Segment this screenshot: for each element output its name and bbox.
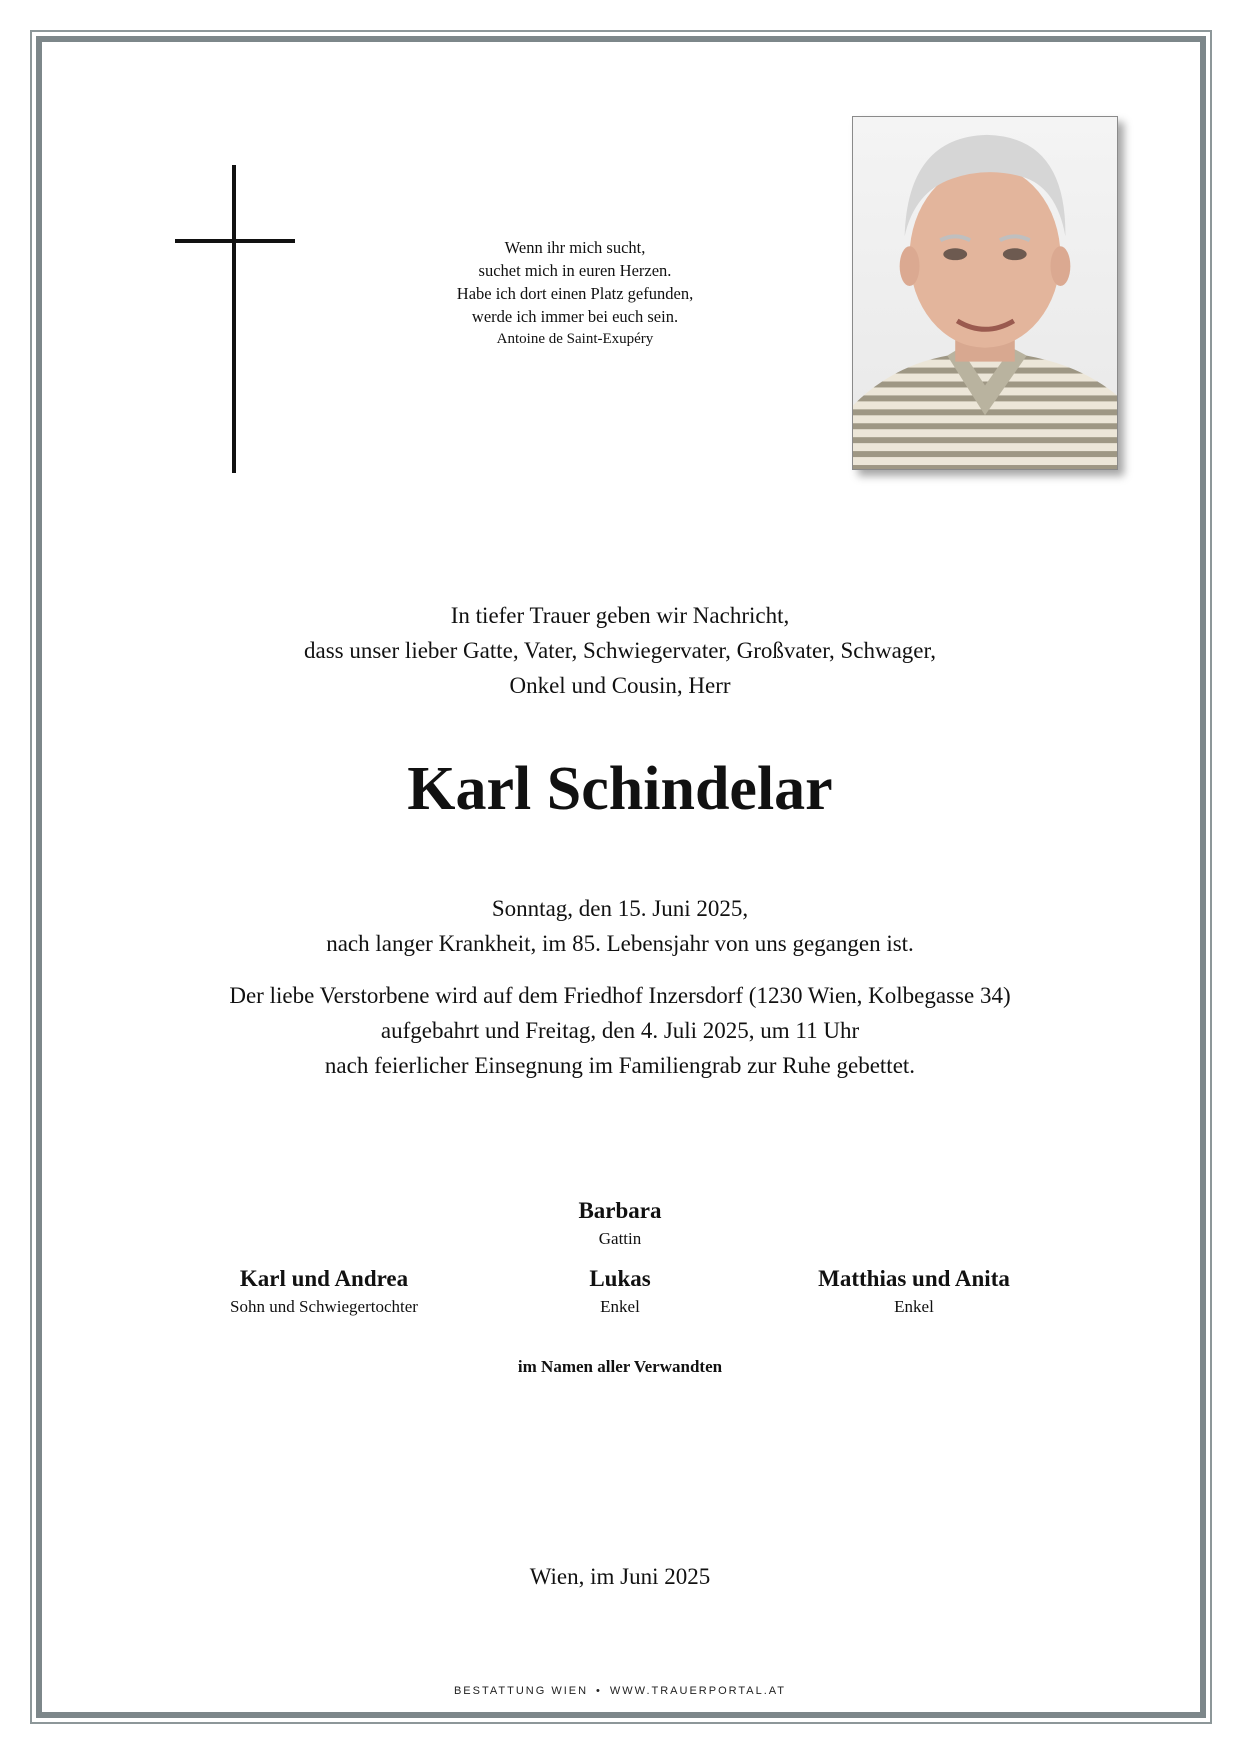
footer-separator: • xyxy=(596,1685,602,1697)
on-behalf-line: im Namen aller Verwandten xyxy=(517,1357,723,1376)
portrait-photo xyxy=(852,116,1118,470)
quote-author: Antoine de Saint-Exupéry xyxy=(496,331,654,347)
death-line: Sonntag, den 15. Juni 2025, xyxy=(491,896,749,921)
mourner-name: Karl und Andrea xyxy=(239,1266,409,1291)
intro-line: Onkel und Cousin, Herr xyxy=(509,673,731,698)
footer-company: BESTATTUNG WIEN xyxy=(453,1685,589,1697)
mourner-name: Matthias und Anita xyxy=(818,1266,1010,1291)
mourner-relation: Sohn und Schwiegertochter xyxy=(230,1297,418,1316)
cross-icon xyxy=(175,165,295,473)
burial-line: Der liebe Verstorbene wird auf dem Friedhof Inzersdorf (1230 Wien, Kolbegasse 34) xyxy=(229,983,1011,1008)
mourner-relation: Enkel xyxy=(894,1297,934,1316)
quote-line: Wenn ihr mich sucht, xyxy=(504,238,646,257)
footer xyxy=(120,1683,1120,1699)
mourner-relation: Enkel xyxy=(600,1297,640,1316)
footer-website: WWW.TRAUERPORTAL.AT xyxy=(609,1685,787,1697)
quote-line: suchet mich in euren Herzen. xyxy=(478,261,672,280)
mourner-name: Barbara xyxy=(578,1198,662,1223)
mourner-name: Lukas xyxy=(589,1266,651,1291)
intro-line: dass unser lieber Gatte, Vater, Schwiegervater, Großvater, Schwager, xyxy=(304,638,936,663)
memorial-quote xyxy=(400,236,750,351)
death-line: nach langer Krankheit, im 85. Lebensjahr von uns gegangen ist. xyxy=(326,931,914,956)
burial-line: nach feierlicher Einsegnung im Familiengrab zur Ruhe gebettet. xyxy=(324,1053,916,1078)
quote-line: werde ich immer bei euch sein. xyxy=(471,307,679,326)
burial-notice xyxy=(120,978,1120,1083)
mourner-matthias-anita xyxy=(734,1264,1094,1320)
quote-line: Habe ich dort einen Platz gefunden, xyxy=(456,284,694,303)
intro-line: In tiefer Trauer geben wir Nachricht, xyxy=(450,603,790,628)
deceased-name: Karl Schindelar xyxy=(407,755,833,823)
mourner-relation: Gattin xyxy=(598,1229,642,1248)
death-notice xyxy=(120,891,1120,961)
burial-line: aufgebahrt und Freitag, den 4. Juli 2025, um 11 Uhr xyxy=(380,1018,860,1043)
place-date: Wien, im Juni 2025 xyxy=(529,1564,711,1589)
announcement-intro xyxy=(120,598,1120,703)
mourner-barbara xyxy=(440,1196,800,1252)
